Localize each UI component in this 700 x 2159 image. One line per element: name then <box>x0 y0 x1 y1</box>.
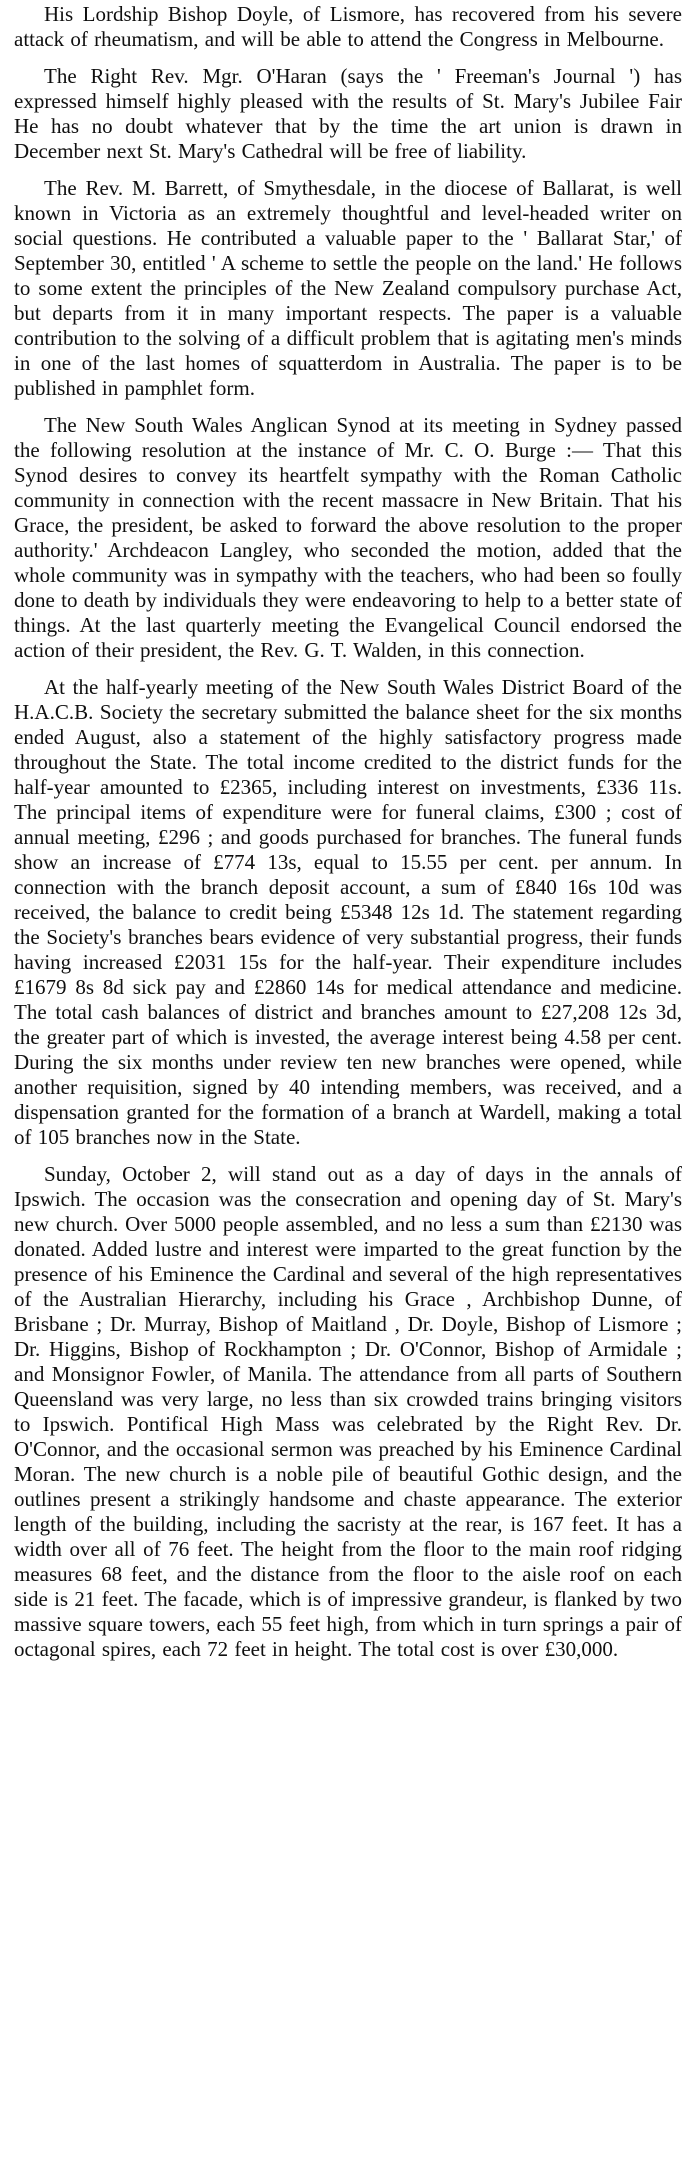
article-paragraph-ipswich-church: Sunday, October 2, will stand out as a day of days in the annals of Ipswich. The occasion was the consecration and opening day of St. Mary's new church. Over 5000 people assembled, and no less a sum than £2130 was donated. Added lustre and interest were imparted to the great function by the presence of his Eminence the Cardinal and several of the high representatives of the Australian Hierarchy, including his Grace , Archbishop Dunne, of Brisbane ; Dr. Murray, Bishop of Maitland , Dr. Doyle, Bishop of Lismore ; Dr. Higgins, Bishop of Rockhampton ; Dr. O'Connor, Bishop of Armidale ; and Monsignor Fowler, of Manila. The attendance from all parts of Southern Queensland was very large, no less than six crowded trains bringing visitors to Ipswich. Pontifical High Mass was celebrated by the Right Rev. Dr. O'Connor, and the occasional sermon was preached by his Eminence Cardinal Moran. The new church is a noble pile of beautiful Gothic design, and the outlines present a strikingly handsome and chaste appearance. The exterior length of the building, including the sacristy at the rear, is 167 feet. It has a width over all of 76 feet. The height from the floor to the main roof ridging measures 68 feet, and the distance from the floor to the aisle roof on each side is 21 feet. The facade, which is of impressive grandeur, is flanked by two massive square towers, each 55 feet high, from which in turn springs a pair of octagonal spires, each 72 feet in height. The total cost is over £30,000. <box>14 1162 682 1661</box>
article-paragraph-anglican-synod: The New South Wales Anglican Synod at its meeting in Sydney passed the following resolution at the instance of Mr. C. O. Burge :— That this Synod desires to convey its heartfelt sympathy with the Roman Catholic community in connection with the recent massacre in New Britain. That his Grace, the president, be asked to forward the above resolution to the proper authority.' Archdeacon Langley, who seconded the motion, added that the whole community was in sympathy with the teachers, who had been so foully done to death by individuals they were endeavoring to help to a better state of things. At the last quarterly meeting the Evangelical Council endorsed the action of their president, the Rev. G. T. Walden, in this connection. <box>14 413 682 662</box>
article-paragraph-bishop-doyle: His Lordship Bishop Doyle, of Lismore, has recovered from his severe attack of rheumatism, and will be able to attend the Congress in Melbourne. <box>14 2 682 51</box>
article-paragraph-rev-barrett: The Rev. M. Barrett, of Smythesdale, in the diocese of Ballarat, is well known in Victoria as an extremely thoughtful and level-headed writer on social questions. He contributed a valuable paper to the ' Ballarat Star,' of September 30, entitled ' A scheme to settle the people on the land.' He follows to some extent the principles of the New Zealand compulsory purchase Act, but departs from it in many important respects. The paper is a valuable contribution to the solving of a difficult problem that is agitating men's minds in one of the last homes of squatterdom in Australia. The paper is to be published in pamphlet form. <box>14 176 682 400</box>
newspaper-column <box>14 2 682 1662</box>
article-paragraph-hacb-society: At the half-yearly meeting of the New South Wales District Board of the H.A.C.B. Society the secretary submitted the balance sheet for the six months ended August, also a statement of the highly satisfactory progress made throughout the State. The total income credited to the district funds for the half-year amounted to £2365, including interest on investments, £336 11s. The principal items of expenditure were for funeral claims, £300 ; cost of annual meeting, £296 ; and goods purchased for branches. The funeral funds show an increase of £774 13s, equal to 15.55 per cent. per annum. In connection with the branch deposit account, a sum of £840 16s 10d was received, the balance to credit being £5348 12s 1d. The statement regarding the Society's branches bears evidence of very substantial progress, their funds having increased £2031 15s for the half-year. Their expenditure includes £1679 8s 8d sick pay and £2860 14s for medical attendance and medicine. The total cash balances of district and branches amount to £27,208 12s 3d, the greater part of which is invested, the average interest being 4.58 per cent. During the six months under review ten new branches were opened, while another requisition, signed by 40 intending members, was received, and a dispensation granted for the formation of a branch at Wardell, making a total of 105 branches now in the State. <box>14 675 682 1149</box>
article-paragraph-mgr-oharan: The Right Rev. Mgr. O'Haran (says the ' Freeman's Journal ') has expressed himself highly pleased with the results of St. Mary's Jubilee Fair He has no doubt whatever that by the time the art union is drawn in December next St. Mary's Cathedral will be free of liability. <box>14 64 682 163</box>
